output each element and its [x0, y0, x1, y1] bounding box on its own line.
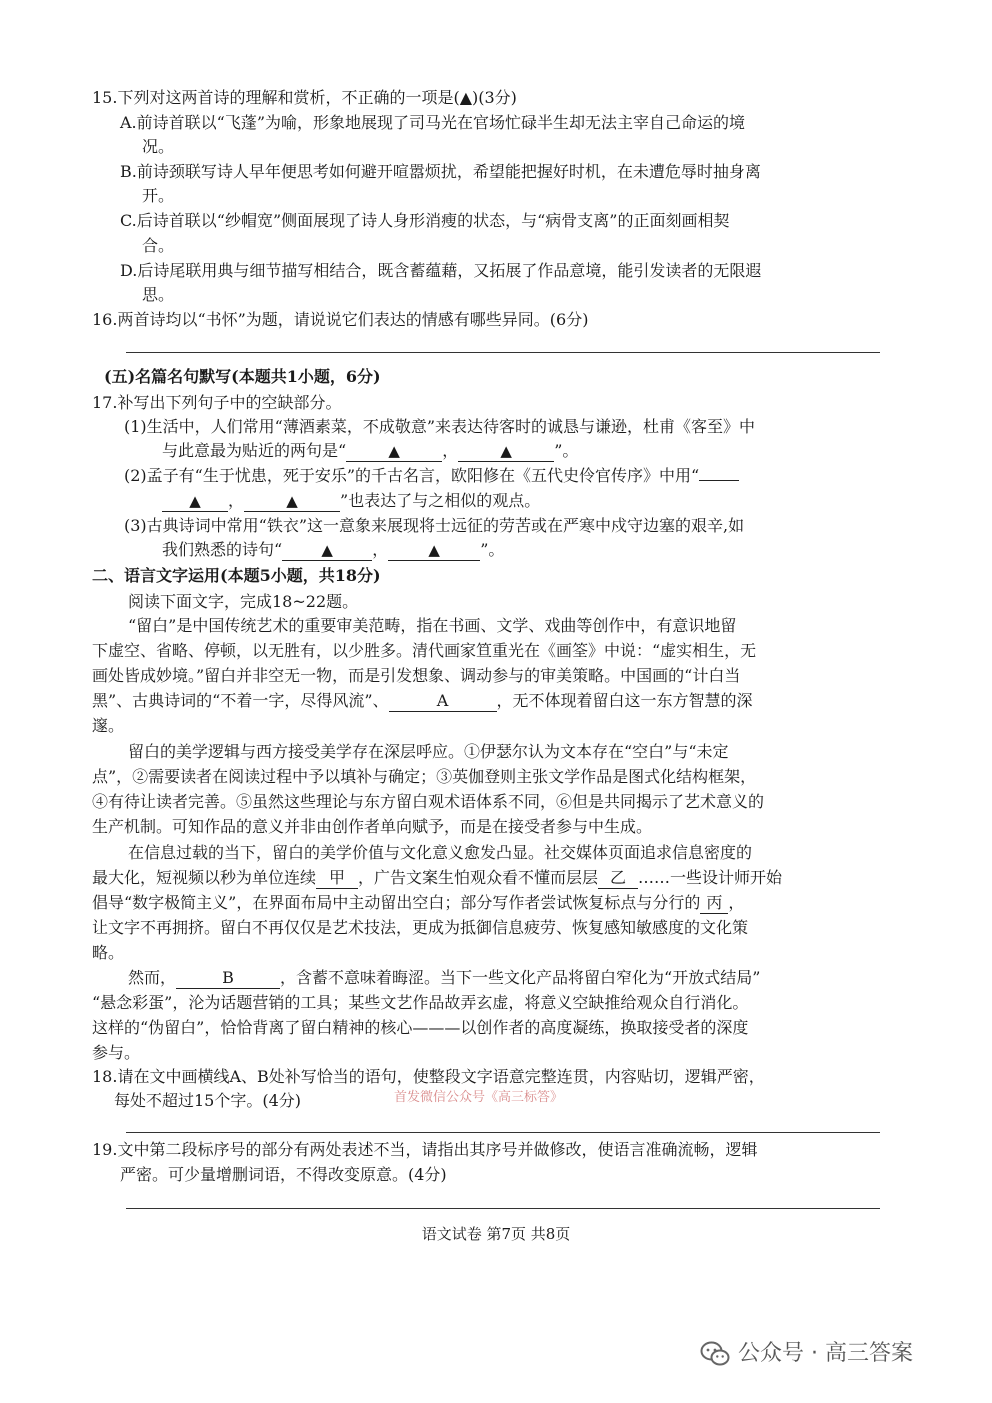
answer-line-q19: [126, 1208, 880, 1209]
q17-item1-cont: 与此意最为贴近的两句是“ ▲ ， ▲ ”。: [162, 441, 579, 460]
q15-option-a: A.前诗首联以“飞蓬”为喻，形象地展现了司马光在官场忙碌半生却无法主宰自己命运的境: [120, 113, 746, 132]
blank-17-2a-end: ▲: [162, 491, 228, 512]
passage-p3-line3: 倡导“数字极简主义”，在界面布局中主动留出空白；部分写作者尝试恢复标点与分行的 丙 ，: [92, 893, 745, 912]
q17-item2-cont: ▲ ， ▲ ”也表达了与之相似的观点。: [162, 489, 540, 513]
wechat-icon: [700, 1341, 730, 1367]
passage-p4-line1: 然而， B ，含蓄不意味着晦涩。当下一些文化产品将留白窄化为“开放式结局”: [128, 968, 761, 987]
q17-stem: 17.补写出下列句子中的空缺部分。: [92, 393, 342, 412]
passage-p2-line4: 生产机制。可知作品的意义并非由创作者单向赋予，而是在接受者参与中生成。: [92, 817, 653, 836]
passage-p3-line5: 略。: [92, 943, 125, 962]
q15-option-b-cont: 开。: [142, 186, 175, 205]
watermark-text: 首发微信公众号《高三标答》: [394, 1090, 564, 1105]
passage-p3-line4: 让文字不再拥挤。留白不再仅仅是艺术技法，更成为抵御信息疲劳、恢复感知敏感度的文化策: [92, 918, 749, 937]
section5-title: (五)名篇名句默写(本题共1小题，6分): [104, 367, 381, 386]
q15-option-c: C.后诗首联以“纱帽宽”侧面展现了诗人身形消瘦的状态，与“病骨支离”的正面刻画相契: [120, 211, 730, 230]
q17-item1: (1)生活中，人们常用“薄酒素菜，不成敬意”来表达待客时的诚恳与谦逊，杜甫《客至》中: [124, 417, 756, 436]
q18-stem: 18.请在文中画横线A、B处补写恰当的语句，使整段文字语意完整连贯，内容贴切，逻辑严密，: [92, 1067, 765, 1086]
passage-p4-line4: 参与。: [92, 1043, 141, 1062]
page-footer: 语文试卷 第7页 共8页: [421, 1225, 571, 1243]
passage-p1-line3: 画处皆成妙境。”留白并非空无一物，而是引发想象、调动参与的审美策略。中国画的“计白当: [92, 666, 741, 685]
blank-b: B: [176, 968, 280, 989]
reading-intro: 阅读下面文字，完成18~22题。: [128, 592, 359, 611]
answer-line-q16: [126, 352, 880, 353]
q17-item2: (2)孟子有“生于忧患，死于安乐”的千古名言，欧阳修在《五代史伶官传序》中用“: [124, 464, 739, 488]
q15-option-c-cont: 合。: [142, 236, 175, 255]
q15-option-d: D.后诗尾联用典与细节描写相结合，既含蓄蕴藉，又拓展了作品意境，能引发读者的无限遐: [120, 261, 762, 280]
brand-text: 公众号 · 高三答案: [738, 1341, 913, 1366]
blank-a: A: [389, 691, 497, 712]
q17-item3: (3)古典诗词中常用“铁衣”这一意象来展现将士远征的劳苦或在严寒中戍守边塞的艰辛,如: [124, 516, 745, 535]
passage-p2-line1: 留白的美学逻辑与西方接受美学存在深层呼应。①伊瑟尔认为文本存在“空白”与“未定: [128, 742, 729, 761]
passage-p4-line2: “悬念彩蛋”，沦为话题营销的工具；某些文艺作品故弄玄虚，将意义空缺推给观众自行消化。: [92, 993, 749, 1012]
blank-17-3a: ▲: [282, 540, 372, 561]
blank-17-3b: ▲: [388, 540, 480, 561]
q15-option-d-cont: 思。: [142, 285, 175, 304]
q18-stem-cont: 每处不超过15个字。(4分): [114, 1091, 302, 1110]
q16-stem: 16.两首诗均以“书怀”为题，请说说它们表达的情感有哪些异同。(6分): [92, 310, 589, 329]
q15-option-a-cont: 况。: [142, 137, 175, 156]
q15-stem: 15.下列对这两首诗的理解和赏析，不正确的一项是(▲)(3分): [92, 88, 517, 107]
account-brand: [700, 1341, 913, 1367]
q19-stem-cont: 严密。可少量增删词语，不得改变原意。(4分): [120, 1165, 447, 1184]
blank-17-2a-start: [699, 480, 739, 481]
blank-17-1a: ▲: [346, 441, 442, 462]
passage-p1-line1: “留白”是中国传统艺术的重要审美范畴，指在书画、文学、戏曲等创作中，有意识地留: [128, 616, 737, 635]
passage-p1-line2: 下虚空、省略、停顿，以无胜有，以少胜多。清代画家笪重光在《画筌》中说：“虚实相生，无: [92, 641, 757, 660]
blank-17-1b: ▲: [458, 441, 554, 462]
q17-item3-cont: 我们熟悉的诗句“ ▲ ， ▲ ”。: [162, 540, 505, 559]
blank-yi: 乙: [598, 868, 638, 889]
blank-jia: 甲: [316, 868, 358, 889]
q19-stem: 19.文中第二段标序号的部分有两处表述不当，请指出其序号并做修改，使语言准确流畅，逻辑: [92, 1140, 758, 1159]
passage-p1-line4: 黑”、古典诗词的“不着一字，尽得风流”、 A ，无不体现着留白这一东方智慧的深: [92, 691, 753, 710]
section2-title: 二、语言文字运用(本题5小题，共18分): [92, 566, 381, 585]
passage-p1-line5: 邃。: [92, 716, 125, 735]
answer-line-q18: [126, 1132, 880, 1133]
blank-17-2b: ▲: [244, 491, 340, 512]
passage-p3-line1: 在信息过载的当下，留白的美学价值与文化意义愈发凸显。社交媒体页面追求信息密度的: [128, 843, 753, 862]
q15-option-b: B.前诗颈联写诗人早年便思考如何避开喧嚣烦扰，希望能把握好时机，在未遭危辱时抽身离: [120, 162, 761, 181]
blank-bing: 丙: [700, 893, 728, 914]
passage-p3-line2: 最大化，短视频以秒为单位连续 甲 ，广告文案生怕观众看不懂而层层 乙 ……一些设计师开始: [92, 868, 783, 887]
passage-p4-line3: 这样的“伪留白”，恰恰背离了留白精神的核心———以创作者的高度凝练，换取接受者的深度: [92, 1018, 749, 1037]
passage-p2-line2: 点”，②需要读者在阅读过程中予以填补与确定；③英伽登则主张文学作品是图式化结构框架，: [92, 767, 757, 786]
passage-p2-line3: ④有待让读者完善。⑤虽然这些理论与东方留白观术语体系不同，⑥但是共同揭示了艺术意义的: [92, 792, 765, 811]
